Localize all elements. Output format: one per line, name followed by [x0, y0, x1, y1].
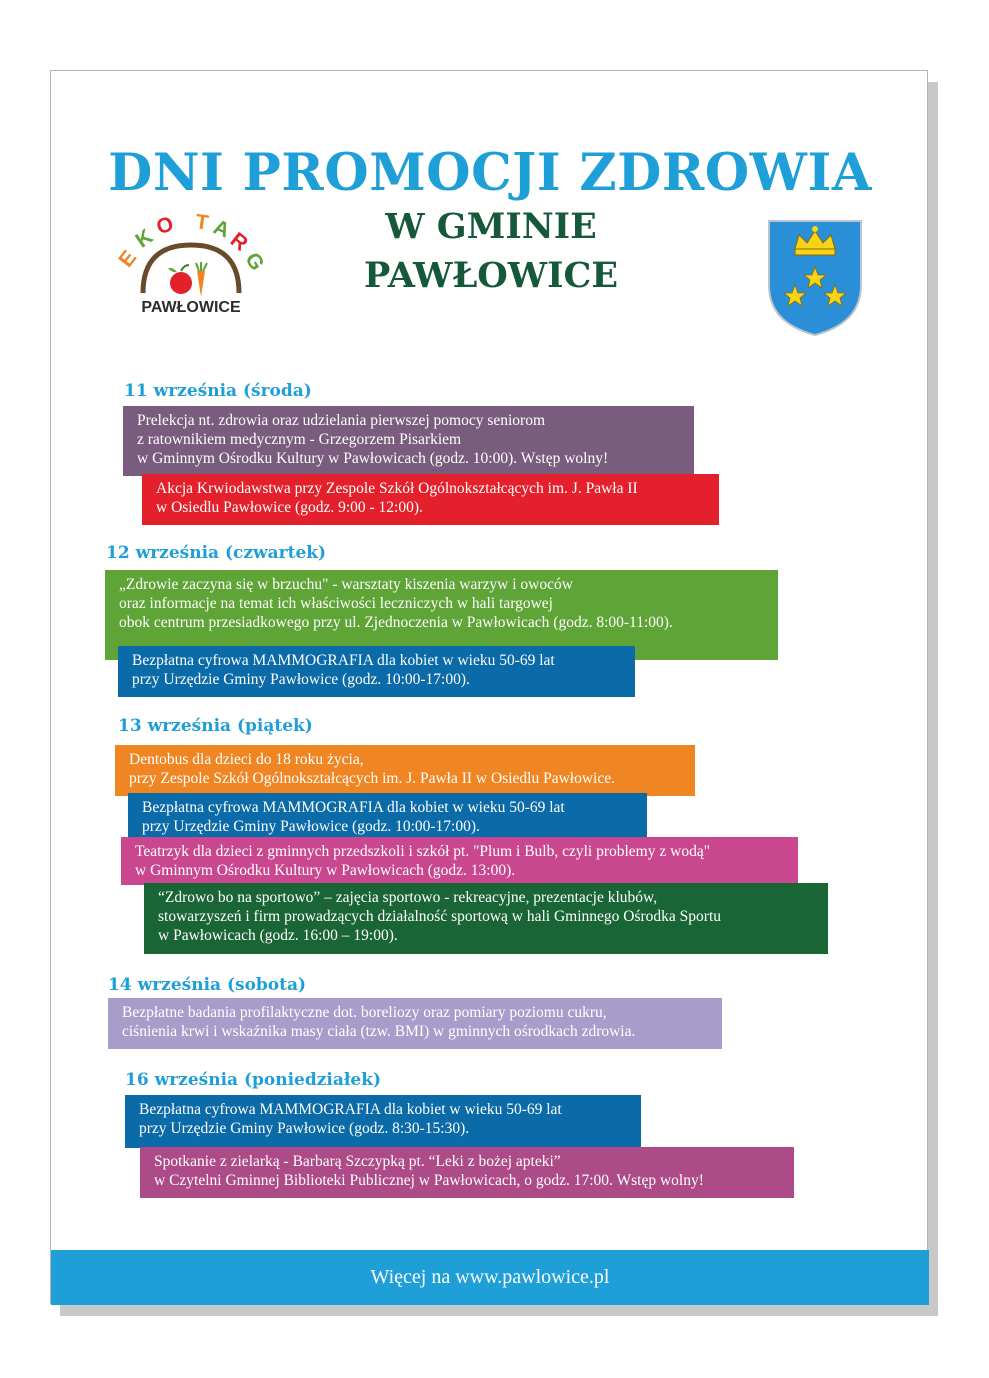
event-box [123, 406, 694, 476]
svg-text:R: R [225, 228, 253, 256]
eko-targ-emblem-icon [114, 210, 269, 303]
event-line: Bezpłatna cyfrowa MAMMOGRAFIA dla kobiet w wieku 50-69 lat [142, 799, 565, 816]
poster-subtitle-line1: W GMINIE [385, 206, 597, 247]
event-line: Akcja Krwiodawstwa przy Zespole Szkół Ogólnokształcących im. J. Pawła II [156, 480, 638, 497]
event-line: ciśnienia krwi i wskaźnika masy ciała (tzw. BMI) w gminnych ośrodkach zdrowia. [122, 1023, 636, 1040]
event-line: Bezpłatna cyfrowa MAMMOGRAFIA dla kobiet w wieku 50-69 lat [132, 652, 555, 669]
poster-subtitle-line2: PAWŁOWICE [363, 255, 619, 296]
svg-text:E: E [114, 246, 142, 272]
poster-page [50, 70, 928, 1304]
event-line: Prelekcja nt. zdrowia oraz udzielania pierwszej pomocy seniorom [137, 412, 546, 429]
event-line: przy Urzędzie Gminy Pawłowice (godz. 8:30-15:30). [139, 1120, 470, 1137]
event-line: Spotkanie z zielarką - Barbarą Szczypką pt. “Leki z bożej apteki” [154, 1153, 561, 1170]
coat-of-arms-icon [767, 219, 863, 337]
eko-targ-logo [114, 210, 269, 323]
event-line: w Gminnym Ośrodku Kultury w Pawłowicach (godz. 13:00). [135, 862, 516, 879]
event-line: “Zdrowo bo na sportowo” – zajęcia sportowo - rekreacyjne, prezentacje klubów, [158, 889, 658, 906]
event-line: w Gminnym Ośrodku Kultury w Pawłowicach (godz. 10:00). Wstęp wolny! [137, 450, 609, 467]
day-heading: 12 września (czwartek) [106, 543, 327, 563]
event-box [144, 883, 828, 954]
event-line: Bezpłatna cyfrowa MAMMOGRAFIA dla kobiet w wieku 50-69 lat [139, 1101, 562, 1118]
event-line: przy Urzędzie Gminy Pawłowice (godz. 10:00-17:00). [142, 818, 480, 835]
svg-text:A: A [210, 215, 233, 243]
footer-link[interactable]: Więcej na www.pawlowice.pl [370, 1266, 610, 1288]
event-line: z ratownikiem medycznym - Grzegorzem Pisarkiem [137, 431, 462, 448]
svg-text:O: O [153, 212, 177, 240]
event-line: „Zdrowie zaczyna się w brzuchu" - warsztaty kiszenia warzyw i owoców [119, 576, 573, 593]
event-box [108, 998, 722, 1049]
event-box [142, 474, 719, 525]
day-heading: 14 września (sobota) [108, 975, 307, 995]
logo-name: PAWŁOWICE [141, 299, 241, 316]
event-line: stowarzyszeń i firm prowadzących działalność sportową w hali Gminnego Ośrodka Sportu [158, 908, 722, 925]
event-line: obok centrum przesiadkowego przy ul. Zjednoczenia w Pawłowicach (godz. 8:00-11:00). [119, 614, 673, 631]
svg-text:G: G [240, 248, 269, 275]
svg-text:K: K [131, 224, 158, 253]
event-line: Dentobus dla dzieci do 18 roku życia, [129, 751, 364, 768]
event-line: Bezpłatne badania profilaktyczne dot. boreliozy oraz pomiary poziomu cukru, [122, 1004, 607, 1021]
day-heading: 11 września (środa) [124, 381, 312, 401]
event-line: przy Urzędzie Gminy Pawłowice (godz. 10:00-17:00). [132, 671, 470, 688]
event-box [121, 837, 798, 885]
day-heading: 13 września (piątek) [118, 716, 313, 736]
event-line: w Osiedlu Pawłowice (godz. 9:00 - 12:00). [156, 499, 423, 516]
day-heading: 16 września (poniedziałek) [125, 1070, 382, 1090]
event-box [125, 1095, 641, 1148]
event-line: oraz informacje na temat ich właściwości leczniczych w hali targowej [119, 595, 553, 612]
event-line: w Czytelni Gminnej Biblioteki Publicznej w Pawłowicach, o godz. 17:00. Wstęp wolny! [154, 1172, 704, 1189]
event-line: przy Zespole Szkół Ogólnokształcących im. J. Pawła II w Osiedlu Pawłowice. [129, 770, 615, 787]
event-line: Teatrzyk dla dzieci z gminnych przedszkoli i szkół pt. "Plum i Bulb, czyli problemy z wodą" [135, 843, 711, 860]
event-box [128, 793, 647, 840]
event-box [140, 1147, 794, 1198]
svg-text:T: T [193, 210, 210, 235]
event-line: w Pawłowicach (godz. 16:00 – 19:00). [158, 927, 398, 944]
poster-title: DNI PROMOCJI ZDROWIA [108, 143, 872, 203]
event-box [118, 646, 635, 697]
footer-bar [51, 1250, 929, 1305]
event-box [115, 745, 695, 796]
